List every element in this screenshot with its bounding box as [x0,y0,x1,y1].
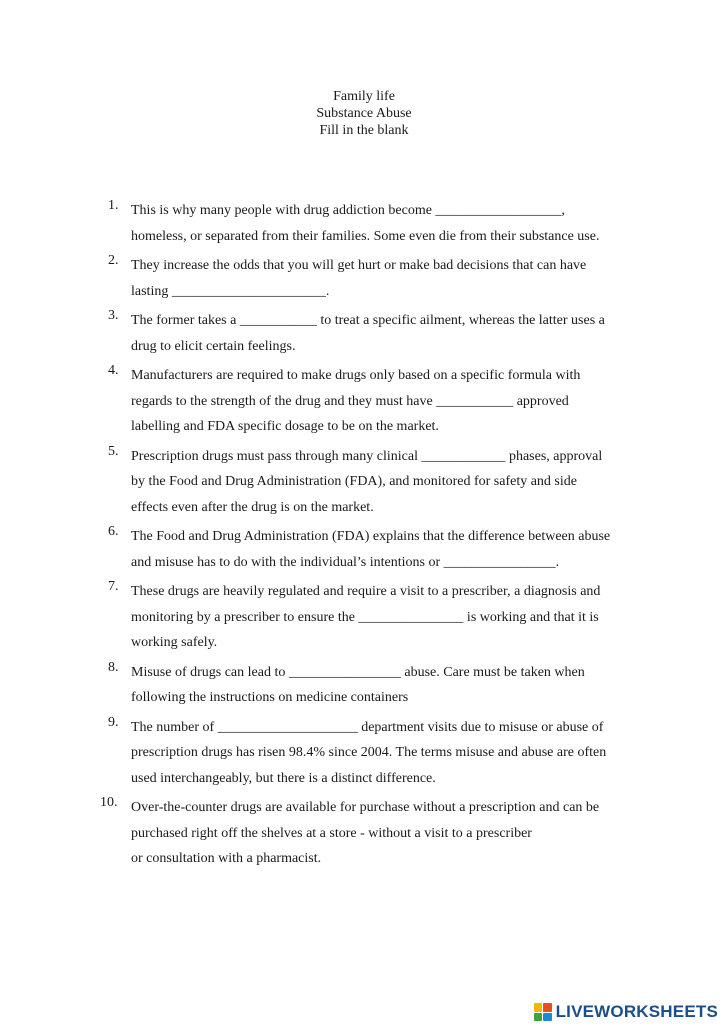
question-number: 4. [108,363,119,378]
question-text-line: The number of ____________________ department visits due to misuse or abuse of [131,719,604,735]
logo-square-icon [534,1013,543,1022]
subject-title: Family life [333,89,395,104]
question-number: 7. [108,579,119,594]
question-text-line: Over-the-counter drugs are available for purchase without a prescription and can be [131,800,600,815]
question-item [108,308,648,359]
question-text-line: prescription drugs has risen 98.4% since 2004. The terms misuse and abuse are often [131,745,607,760]
question-item [100,795,648,872]
brand-name: LIVEWORKSHEETS [555,1002,718,1021]
question-text-line: effects even after the drug is on the market. [131,499,374,515]
question-number: 10. [100,795,118,810]
question-list [100,198,648,876]
question-number: 9. [108,714,119,730]
question-text-line: homeless, or separated from their families. Some even die from their substance use. [131,228,600,244]
question-item [108,363,648,440]
worksheet-header [0,88,728,139]
question-item [108,524,648,575]
question-text-line: labelling and FDA specific dosage to be on the market. [131,419,439,434]
question-number: 3. [108,308,119,323]
question-item [108,579,648,656]
question-text-line: purchased right off the shelves at a store - without a visit to a prescriber [131,825,532,841]
activity-title: Fill in the blank [319,123,409,138]
question-number: 2. [108,253,119,268]
question-item [108,444,648,521]
question-number: 1. [108,198,119,213]
question-text-line: following the instructions on medicine containers [131,690,409,705]
liveworksheets-logo [534,1001,718,1023]
question-text-line: working safely. [131,635,218,650]
question-text-line: They increase the odds that you will get hurt or make bad decisions that can have [131,258,587,273]
question-text-line: These drugs are heavily regulated and require a visit to a prescriber, a diagnosis and [131,584,601,599]
logo-square-icon [534,1003,543,1012]
question-text-line: monitoring by a prescriber to ensure the _______________ is working and that it is [131,609,599,625]
liveworksheets-logo-icon [534,1003,552,1021]
question-text-line: This is why many people with drug addiction become __________________, [131,203,565,218]
question-text-line: or consultation with a pharmacist. [131,851,322,866]
logo-square-icon [543,1003,552,1012]
question-text-line: by the Food and Drug Administration (FDA), and monitored for safety and side [131,474,577,489]
question-text-line: regards to the strength of the drug and they must have ___________ approved [131,393,569,409]
question-text-line: The Food and Drug Administration (FDA) explains that the difference between abuse [131,529,611,544]
question-text-line: Prescription drugs must pass through many clinical ____________ phases, approval [131,448,603,464]
topic-title: Substance Abuse [316,106,412,121]
question-number: 8. [108,659,119,675]
logo-square-icon [543,1013,552,1022]
question-text-line: used interchangeably, but there is a distinct difference. [131,770,436,786]
question-text-line: lasting ______________________. [131,283,330,299]
question-text-line: Manufacturers are required to make drugs only based on a specific formula with [131,368,581,383]
question-text-line: Misuse of drugs can lead to ________________ abuse. Care must be taken when [131,664,585,680]
question-item [108,715,648,792]
question-item [108,253,648,304]
question-text-line: The former takes a ___________ to treat a specific ailment, whereas the latter uses a [131,313,605,328]
question-item [108,198,648,249]
question-text-line: drug to elicit certain feelings. [131,338,296,354]
question-item [108,660,648,711]
question-number: 5. [108,443,119,459]
question-number: 6. [108,524,119,539]
question-text-line: and misuse has to do with the individual’s intentions or ________________. [131,554,560,570]
